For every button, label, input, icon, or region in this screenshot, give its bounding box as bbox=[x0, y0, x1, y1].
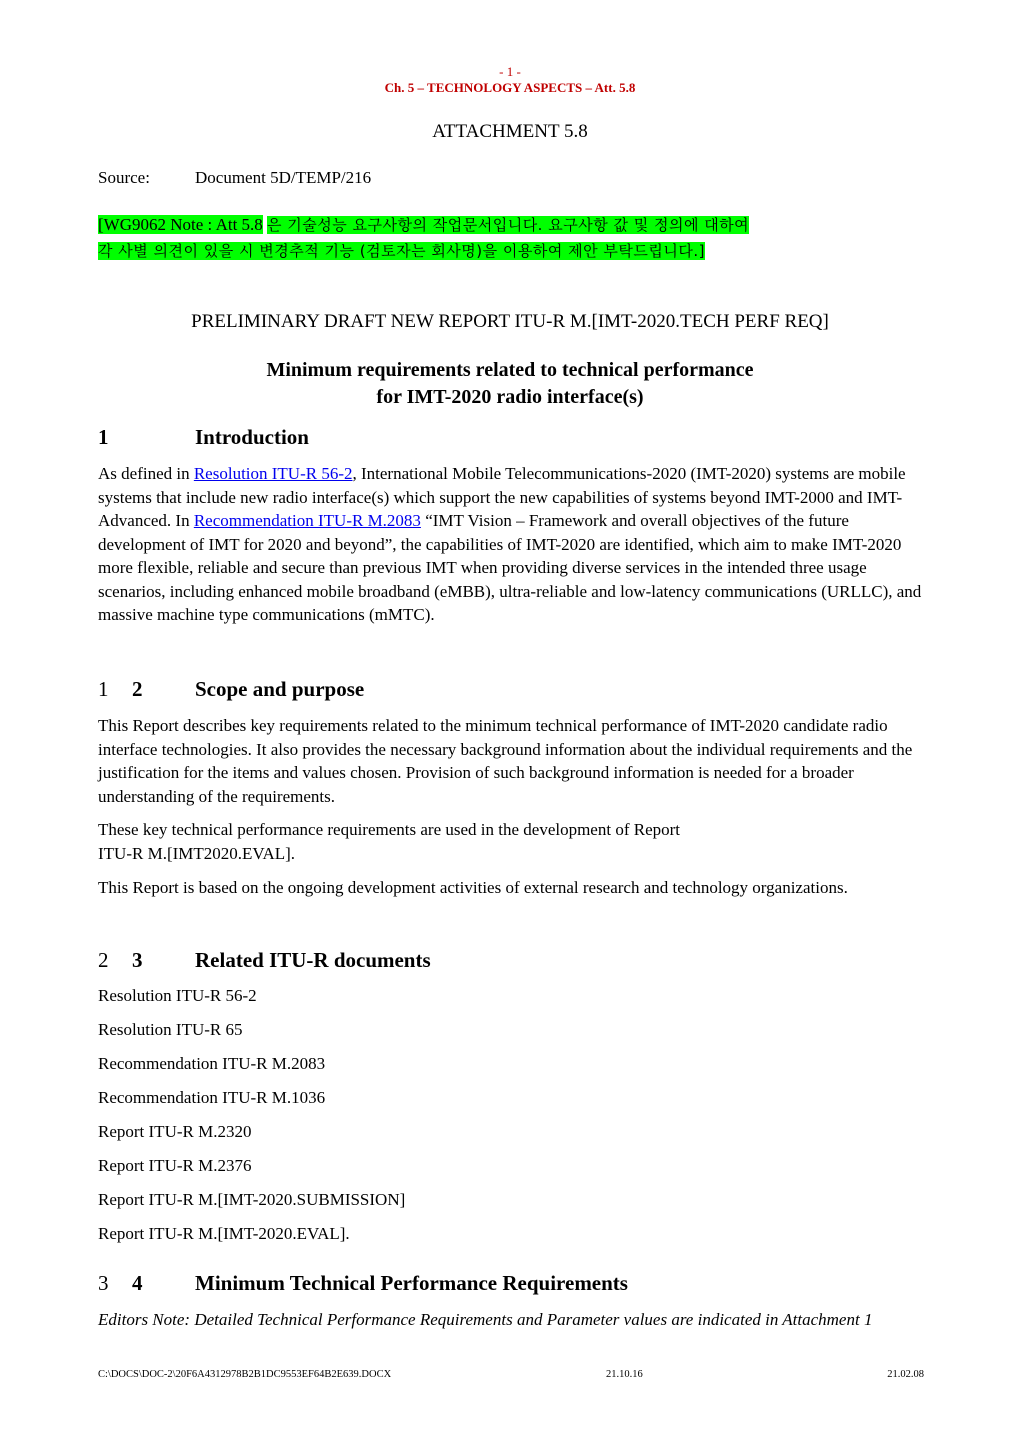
old-heading-number: 1 bbox=[98, 677, 109, 701]
note-line1: 은 기술성능 요구사항의 작업문서입니다. 요구사항 값 및 정의에 대하여 bbox=[267, 216, 750, 234]
related-doc-item: Resolution ITU-R 56-2 bbox=[98, 986, 257, 1005]
footer-path: C:\DOCS\DOC-2\20F6A4312978B2B1DC9553EF64B2E639.DOCX bbox=[98, 1369, 392, 1380]
related-doc-item: Resolution ITU-R 65 bbox=[98, 1020, 243, 1039]
editors-note: Editors Note: Detailed Technical Performance Requirements and Parameter values are indicated in Attachment 1 bbox=[98, 1310, 873, 1329]
heading-text: Minimum Technical Performance Requirements bbox=[195, 1271, 628, 1295]
heading-number: 4 bbox=[132, 1271, 143, 1295]
scope-paragraph-2 bbox=[98, 818, 928, 865]
main-title-line1: Minimum requirements related to technical performance bbox=[266, 359, 754, 381]
old-heading-number: 3 bbox=[98, 1271, 109, 1295]
heading-related-docs bbox=[98, 948, 431, 973]
recommendation-link[interactable]: Recommendation ITU-R M.2083 bbox=[193, 511, 421, 530]
intro-paragraph bbox=[98, 462, 928, 627]
scope-paragraph-3: This Report is based on the ongoing development activities of external research and technology organizations. bbox=[98, 878, 848, 897]
scope-paragraph-1: This Report describes key requirements related to the minimum technical performance of IMT-2020 candidate radio interface technologies. It also provides the necessary background information about the individual requirements and the justification for the items and values chosen. Provision of such background information is needed for a broader understanding of the requirements. bbox=[98, 716, 913, 806]
page-number: - 1 - bbox=[499, 64, 521, 79]
related-doc-item: Report ITU-R M.2320 bbox=[98, 1122, 252, 1141]
related-doc-item: Recommendation ITU-R M.2083 bbox=[98, 1054, 326, 1073]
main-title-line2: for IMT-2020 radio interface(s) bbox=[376, 386, 644, 408]
source-value: Document 5D/TEMP/216 bbox=[195, 168, 372, 187]
footer-date-1: 21.10.16 bbox=[606, 1369, 643, 1380]
resolution-link[interactable]: Resolution ITU-R 56-2 bbox=[193, 464, 353, 483]
related-doc-item: Report ITU-R M.2376 bbox=[98, 1156, 252, 1175]
note-line2-a: 각 사별 의견이 있을 시 변경추적 기능 ( bbox=[98, 242, 367, 260]
heading-text: Related ITU-R documents bbox=[195, 948, 431, 972]
wg-note bbox=[98, 212, 924, 264]
related-doc-item: Recommendation ITU-R M.1036 bbox=[98, 1088, 326, 1107]
main-title bbox=[0, 357, 1020, 411]
attachment-title: ATTACHMENT 5.8 bbox=[432, 121, 588, 142]
source-label: Source: bbox=[98, 168, 150, 187]
heading-number: 3 bbox=[132, 948, 143, 972]
note-line2-b: 검토자는 회사명 bbox=[366, 242, 477, 260]
scope-p2-line2: ITU-R M.[IMT2020.EVAL]. bbox=[98, 843, 296, 863]
heading-introduction bbox=[98, 425, 309, 450]
scope-p2-line1: These key technical performance requirements are used in the development of Report bbox=[98, 820, 681, 839]
heading-text: Introduction bbox=[195, 425, 309, 449]
note-prefix: [WG9062 Note : Att 5.8 bbox=[98, 215, 263, 234]
heading-min-tech-perf bbox=[98, 1271, 628, 1296]
heading-scope bbox=[98, 677, 364, 702]
source-line bbox=[98, 168, 371, 188]
heading-text: Scope and purpose bbox=[195, 677, 365, 701]
intro-text-c: “IMT Vision – Framework and overall objectives of the future development of IMT for 2020 and beyond”, the capabilities of IMT-2020 are identified, which aim to make IMT-2020 more flexible, reliable and secure than previous IMT when providing diverse services in the intended three usage scenarios, including enhanced mobile broadband (eMBB), ultra-reliable and low-latency communications (URLLC), and massive machine type communications (mMTC). bbox=[98, 511, 922, 624]
heading-number: 1 bbox=[98, 425, 109, 449]
chapter-header: Ch. 5 – TECHNOLOGY ASPECTS – Att. 5.8 bbox=[384, 80, 636, 95]
old-heading-number: 2 bbox=[98, 948, 109, 972]
report-title: PRELIMINARY DRAFT NEW REPORT ITU-R M.[IMT-2020.TECH PERF REQ] bbox=[191, 311, 829, 332]
related-doc-item: Report ITU-R M.[IMT-2020.SUBMISSION] bbox=[98, 1190, 406, 1209]
heading-number: 2 bbox=[132, 677, 143, 701]
intro-text-b: , International Mobile Telecommunications-2020 (IMT-2020) systems are mobile systems that include new radio interface(s) which support the new capabilities of systems beyond IMT-2000 and IMT-Advanced. In bbox=[98, 464, 906, 530]
intro-text-a: As defined in bbox=[98, 464, 194, 483]
footer-date-2: 21.02.08 bbox=[887, 1369, 924, 1380]
related-doc-item: Report ITU-R M.[IMT-2020.EVAL]. bbox=[98, 1224, 350, 1243]
note-line2-c: )을 이용하여 제안 부탁드립니다.] bbox=[476, 242, 705, 260]
